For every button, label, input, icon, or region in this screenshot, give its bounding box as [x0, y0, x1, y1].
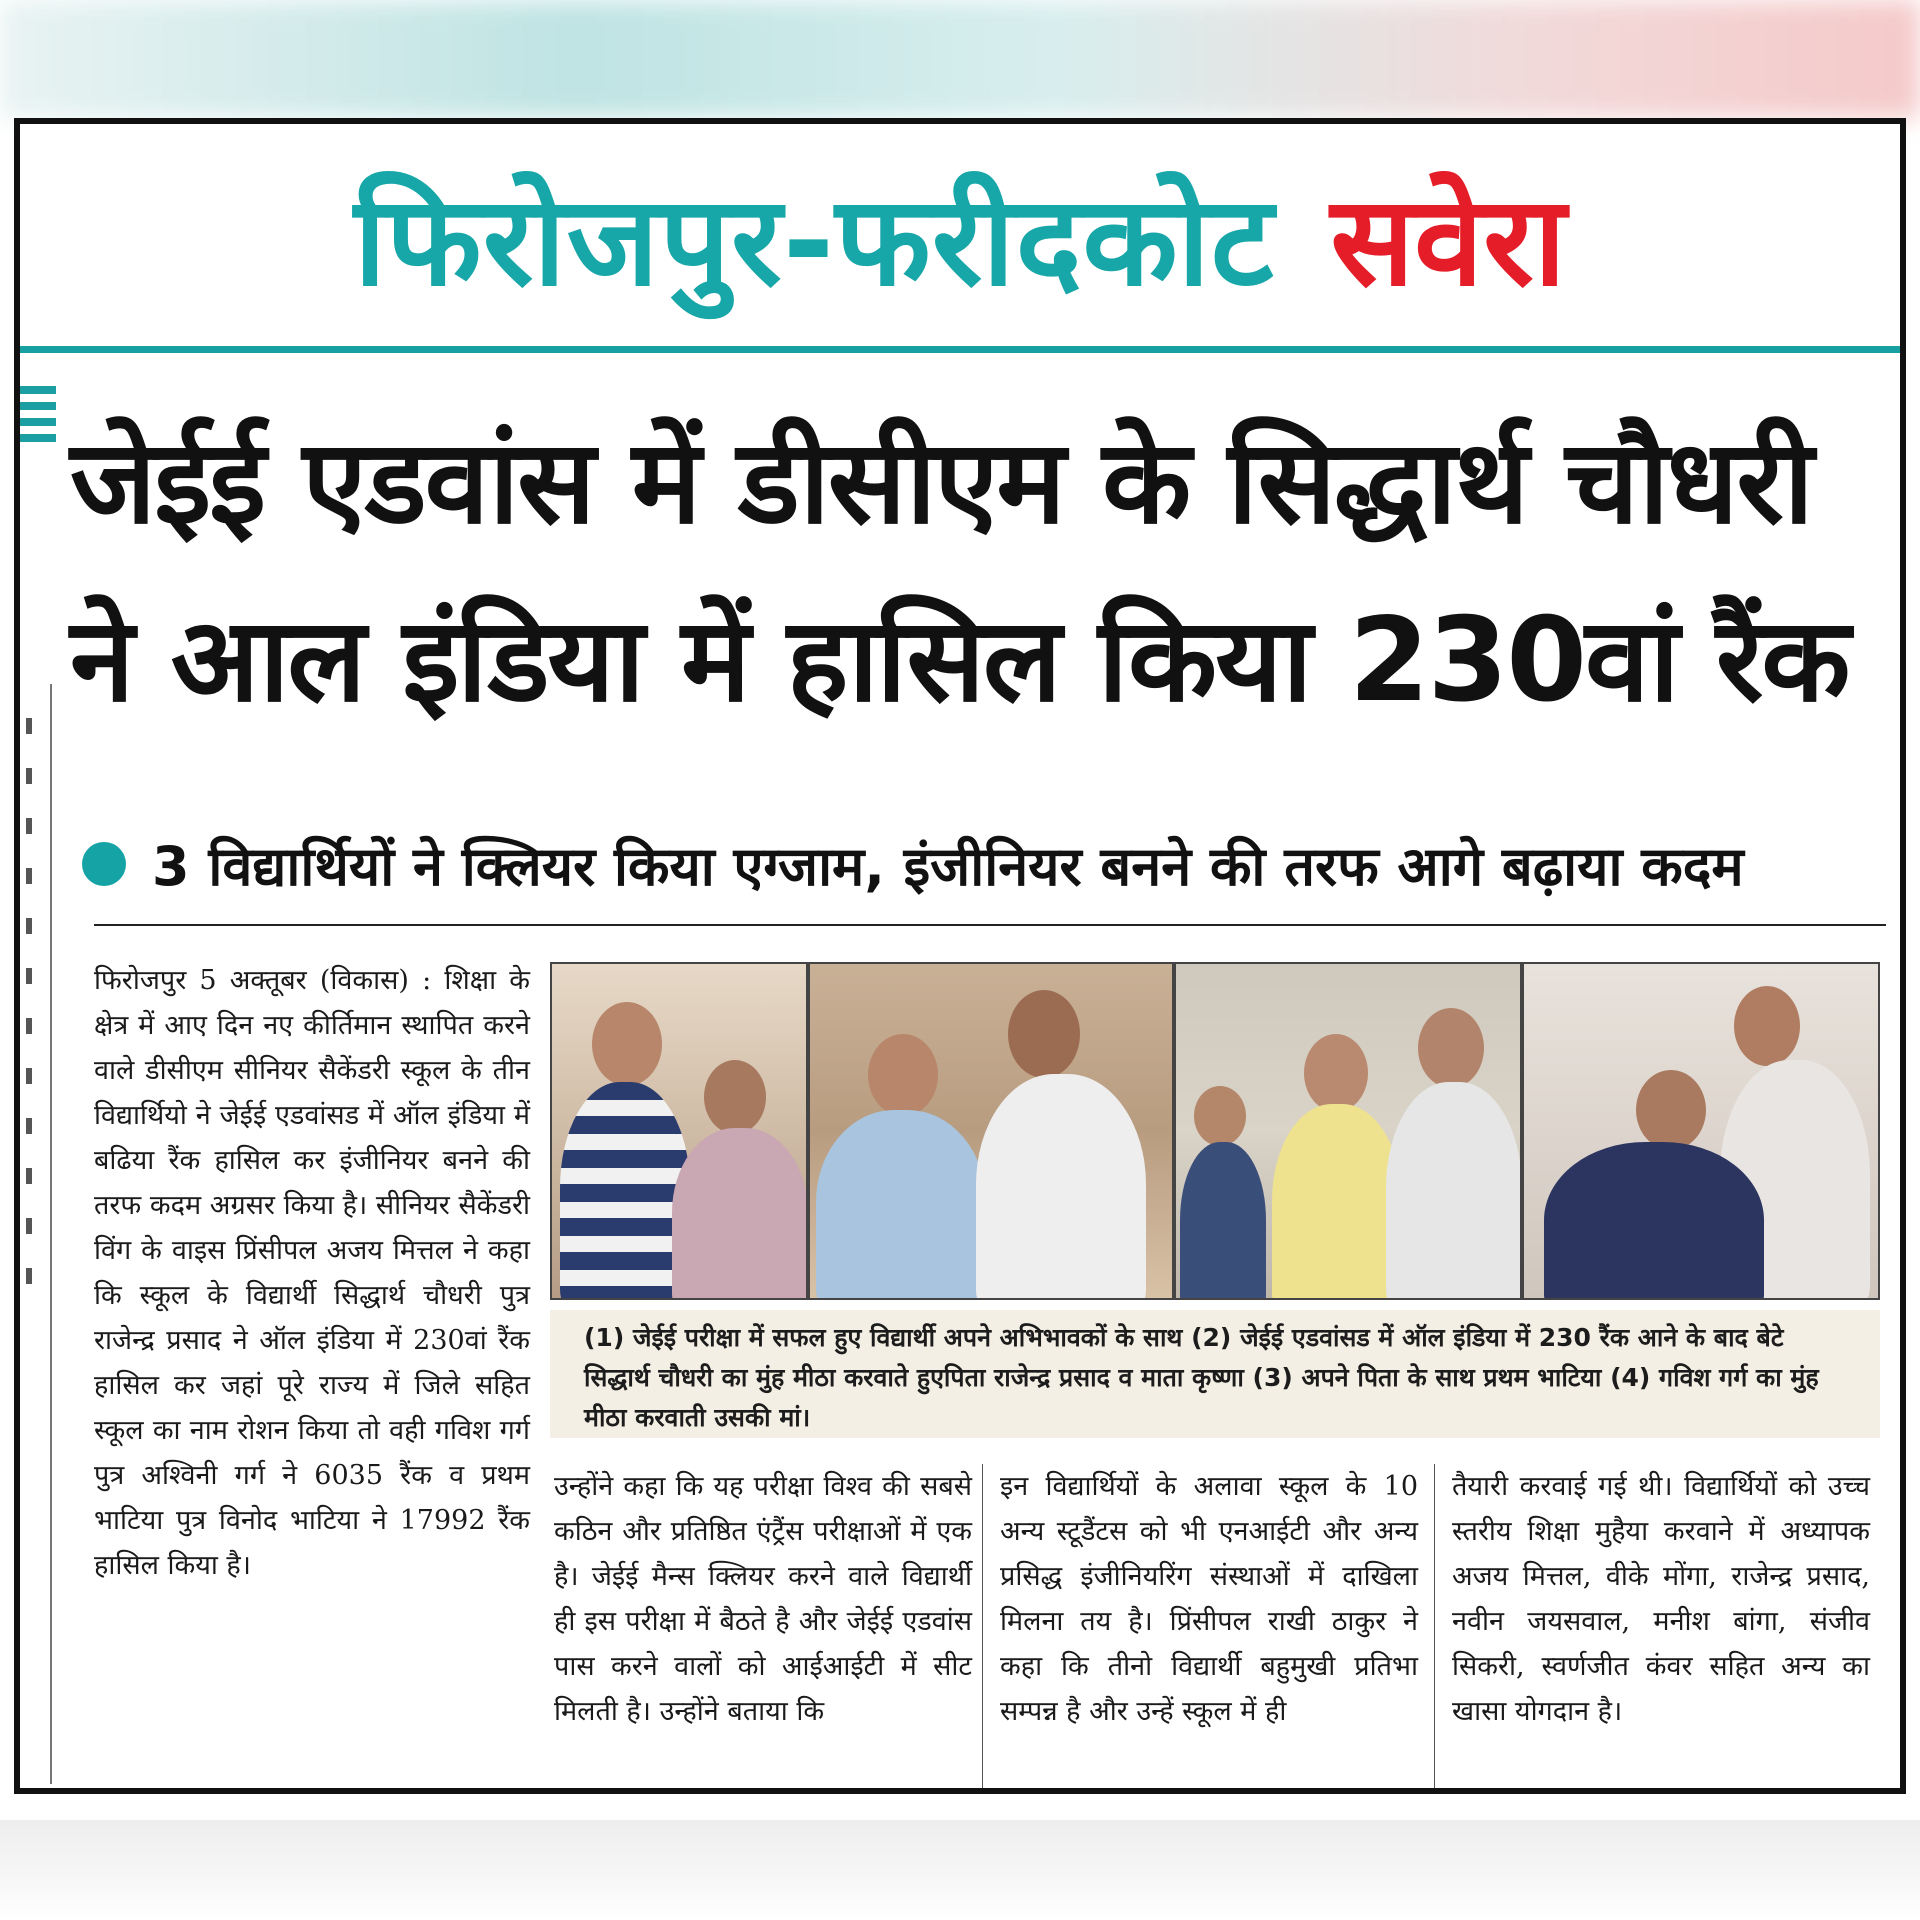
headline-line-1: जेईई एडवांस में डीसीएम के सिद्धार्थ चौधरी	[70, 415, 1812, 550]
newspaper-name: फिरोजपुर-फरीदकोट	[354, 170, 1275, 314]
subheadline-text: 3 विद्यार्थियों ने क्लियर किया एग्जाम, इंजीनियर बनने की तरफ आगे बढ़ाया कदम	[152, 835, 1744, 898]
newspaper-brand: सवेरा	[1330, 170, 1566, 314]
bullet-icon	[82, 842, 126, 886]
headline	[70, 394, 1870, 750]
subhead-rule	[94, 924, 1886, 926]
article-column-2: उन्होंने कहा कि यह परीक्षा विश्व की सबसे कठिन और प्रतिष्ठित एंट्रैंस परीक्षाओं में एक है। जेईई मैन्स क्लियर करने वाले विद्यार्थी ही इस परीक्षा में बैठते है और जेईई एडवांस पास करने वालों को आईआईटी में सीट मिलती है। उन्होंने बताया कि	[554, 1471, 972, 1727]
photo-2	[810, 964, 1172, 1298]
adjacent-article-edge	[20, 684, 52, 1784]
adjacent-column-marks	[20, 386, 56, 466]
article-column-3: इन विद्यार्थियों के अलावा स्कूल के 10 अन्य स्टूडैंटस को भी एनआईटी और अन्य प्रसिद्ध इंजीनियरिंग संस्थाओं में दाखिला मिलना तय है। प्रिंसीपल राखी ठाकुर ने कहा कि तीनो विद्यार्थी बहुमुखी प्रतिभा सम्पन्न है और उन्हें स्कूल में ही	[1000, 1471, 1418, 1727]
masthead	[20, 124, 1900, 349]
column-divider	[982, 1464, 983, 1794]
photo-strip	[550, 962, 1880, 1300]
article-column-4: तैयारी करवाई गई थी। विद्यार्थियों को उच्च स्तरीय शिक्षा मुहैया करवाने में अध्यापक अजय मित्तल, वीके मोंगा, राजेन्द्र प्रसाद, नवीन जयसवाल, मनीश बांगा, संजीव सिकरी, स्वर्णजीत कंवर सहित अन्य का खासा योगदान है।	[1452, 1471, 1870, 1727]
blurred-background-top	[0, 0, 1920, 118]
masthead-rule	[20, 346, 1900, 353]
photo-1	[552, 964, 806, 1298]
newspaper-clipping	[14, 118, 1906, 1794]
column-divider	[1434, 1464, 1435, 1794]
photo-caption: (1) जेईई परीक्षा में सफल हुए विद्यार्थी अपने अभिभावकों के साथ (2) जेईई एडवांसड में ऑल इंडिया में 230 रैंक आने के बाद बेटे सिद्धार्थ चौधरी का मुंह मीठा करवाते हुएपिता राजेन्द्र प्रसाद व माता कृष्णा (3) अपने पिता के साथ प्रथम भाटिया (4) गविश गर्ग का मुंह मीठा करवाती उसकी मां।	[550, 1310, 1880, 1438]
photo-3	[1176, 964, 1520, 1298]
headline-line-2: ने आल इंडिया में हासिल किया 230वां रैंक	[70, 593, 1849, 728]
subheadline	[82, 824, 1882, 904]
article-column-1: फिरोजपुर 5 अक्तूबर (विकास) : शिक्षा के क्षेत्र में आए दिन नए कीर्तिमान स्थापित करने वाले डीसीएम सीनियर सैकेंडरी स्कूल के तीन विद्यार्थियो ने जेईई एडवांसड में ऑल इंडिया में बढिया रैंक हासिल कर इंजीनियर बनने की तरफ कदम अग्रसर किया है। सीनियर सैकेंडरी विंग के वाइस प्रिंसीपल अजय मित्तल ने कहा कि स्कूल के विद्यार्थी सिद्धार्थ चौधरी पुत्र राजेन्द्र प्रसाद ने ऑल इंडिया में 230वां रैंक हासिल कर जहां पूरे राज्य में जिले सहित स्कूल का नाम रोशन किया तो वही गविश गर्ग पुत्र अश्विनी गर्ग ने 6035 रैंक व प्रथम भाटिया पुत्र विनोद भाटिया ने 17992 रैंक हासिल किया है।	[94, 965, 530, 1581]
photo-4	[1524, 964, 1878, 1298]
blurred-background-bottom	[0, 1820, 1920, 1920]
